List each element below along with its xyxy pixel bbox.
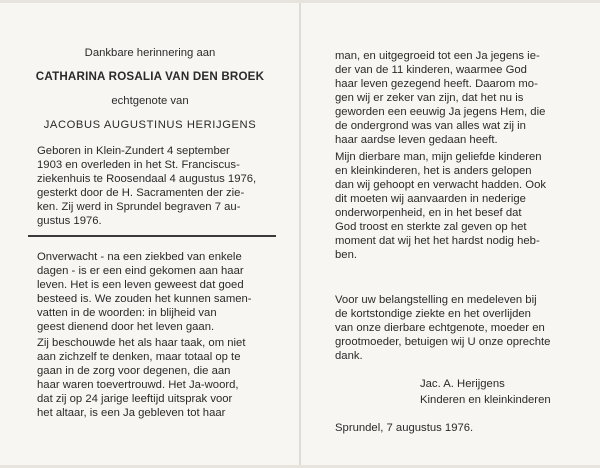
text-line: Voor uw belangstelling en medeleven bij (335, 294, 537, 306)
text-line: haar aardse leven gedaan heeft. (335, 134, 498, 146)
bio-line: Geboren in Klein-Zundert 4 september (37, 145, 230, 157)
divider-line (28, 235, 276, 237)
text-line: Zij beschouwde het als haar taak, om niet (37, 337, 246, 349)
right-paragraph-2 (335, 150, 546, 262)
text-line: dat zij op 24 jarige leeftijd uitsprak voor (37, 393, 233, 405)
text-line: vatten in de woorden: in blijheid van (37, 307, 217, 319)
deceased-name: CATHARINA ROSALIA VAN DEN BROEK (35, 70, 265, 83)
text-line: besteed is. We zouden het kunnen samen- (37, 293, 252, 305)
text-line: der van de 11 kinderen, waarmee God (335, 64, 527, 76)
text-line: leven. Het is een leven geweest dat goed (37, 279, 244, 291)
bio-paragraph (37, 144, 256, 228)
text-line: haar leven gezegend heeft. Daarom mo- (335, 78, 538, 90)
text-line: dagen - is er een eind gekomen aan haar (37, 265, 244, 277)
signature-family: Kinderen en kleinkinderen (420, 394, 551, 406)
spouse-name: JACOBUS AUGUSTINUS HERIJGENS (43, 119, 257, 131)
text-line: Mijn dierbare man, mijn geliefde kinderen (335, 151, 542, 163)
bio-line: gustus 1976. (37, 215, 102, 227)
place-date: Sprundel, 7 augustus 1976. (335, 422, 474, 434)
text-line: ben. (335, 249, 357, 261)
signature-name: Jac. A. Herijgens (420, 378, 505, 390)
bio-line: ken. Zij werd in Sprundel begraven 7 au- (37, 201, 241, 213)
text-line: onderworpenheid, en in het besef dat (335, 207, 522, 219)
intro-text: Dankbare herinnering aan (84, 47, 216, 59)
text-line: dan wij gehoopt en verwacht hadden. Ook (335, 179, 547, 191)
text-line: aan zichzelf te denken, maar totaal op te (37, 351, 241, 363)
text-line: dank. (335, 350, 363, 362)
text-line: geworden een eeuwig Ja jegens Hem, die (335, 106, 546, 118)
top-edge (0, 0, 600, 3)
text-line: de ondergrond was van alles wat zij in (335, 120, 526, 132)
text-line: God troost en sterkte zal geven op het (335, 221, 527, 233)
text-line: van onze dierbare echtgenote, moeder en (335, 322, 545, 334)
text-line: moment dat wij het het hardst nodig heb- (335, 235, 540, 247)
text-line: Onverwacht - na een ziekbed van enkele (37, 251, 242, 263)
text-line: het altaar, is een Ja gebleven tot haar (37, 407, 226, 419)
memorial-paragraph-2 (37, 336, 245, 420)
text-line: en kleinkinderen, het is anders gelopen (335, 165, 532, 177)
memorial-paragraph-1 (37, 250, 252, 334)
text-line: haar waren toevertrouwd. Het Ja-woord, (37, 379, 239, 391)
text-line: gen wij er zeker van zijn, dat het nu is (335, 92, 524, 104)
text-line: dit moeten wij aanvaarden in nederige (335, 193, 526, 205)
thanks-paragraph (335, 293, 550, 363)
text-line: de kortstondige ziekte en het overlijden (335, 308, 531, 320)
bio-line: ziekenhuis te Roosendaal 4 augustus 1976, (37, 173, 257, 185)
text-line: man, en uitgegroeid tot een Ja jegens ie- (335, 50, 540, 62)
relation-text: echtgenote van (111, 95, 189, 107)
text-line: gaan in de zorg voor degenen, die aan (37, 365, 231, 377)
text-line: geest dienend door het leven gaan. (37, 321, 215, 333)
text-line: grootmoeder, betuigen wij U onze oprechte (335, 336, 551, 348)
right-paragraph-1 (335, 49, 545, 147)
bio-line: 1903 en overleden in het St. Franciscus- (37, 159, 240, 171)
bio-line: gesterkt door de H. Sacramenten der zie- (37, 187, 245, 199)
